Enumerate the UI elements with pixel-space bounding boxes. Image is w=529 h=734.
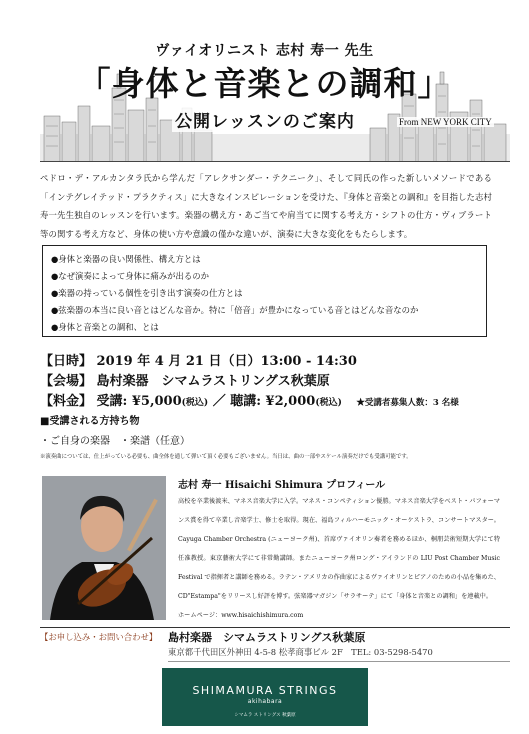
topics-box [42,245,487,337]
fee-observer: 聴講: ¥2,000 [230,394,316,409]
repertoire-note: ※演奏曲については、仕上がっている必要も、曲全体を通して弾いて頂く必要もございません。当日は、曲の一部やスケール演奏だけでも受講可能です。 [40,454,412,460]
fee-tax-note: (税込) [181,398,209,408]
main-title: 「身体と音楽との調和」 [77,64,452,103]
fee-separator: ／ [212,394,226,409]
intro-paragraph: ペドロ・デ・アルカンタラ氏から学んだ「アレクサンダー・テクニーク」、そして同氏の作った新しいメソードである「インテグレイテッド・プラクティス」に大きなインスピレーションを受けた、『身体と音楽との調和』を目指した志村寿一先生独自のレッスンを行います。楽器の構え方・あご当てや肩当てに関する考え方・シフトの仕方・ヴィブラート等の関する考え方など、身体の使い方や意識の僅かな違いが、演奏に大きな変化をもたらします。 [40,173,492,239]
contact-address-tel: 東京都千代田区外神田 4-5-8 松孝商事ビル 2F TEL: 03-5298-5470 [168,647,433,657]
fee-tax-note: (税込) [315,398,342,408]
event-venue-line [40,370,330,389]
date-label: 【日時】 [40,354,93,369]
venue-label: 【会場】 [40,374,93,389]
profile-bio: 高校を卒業後渡米、マネス音楽大学に入学。マネス・コンペティション優勝。マネス音楽大学をベスト・パフォーマンス賞を得て卒業し音楽学士、修士を取得。現在、福島フィルハーモニック・オーケストラ、コンサートマスター。Cayuga Chamber Orchestra (ニューヨーク州)、首席ヴァイオリン奏者を務めるほか、桐朋芸術短期大学にて特任准教授。東京藝術大学にて非常勤講師。またニューヨーク州ロング・アイランドの LIU Post Chamber Music Festival で指揮者と講師を務める。ラテン・アメリカの作曲家によるヴァイオリンとピアノのための小品を集めた、CD"Estampa"をリリースし好評を博す。弦楽器マガジン「サラサーテ」にて「身体と音楽との調和」を連載中。 [178,498,500,600]
date-value: 2019 年 4 月 21 日（日）13:00 - 14:30 [96,354,357,369]
logo-main-text: SHIMAMURA STRINGS [192,684,338,697]
profile-body [178,492,500,625]
logo-japanese-text: シマムラ ストリングス 秋葉原 [234,713,296,718]
lesson-subtitle: 公開レッスンのご案内 [172,107,358,132]
shimamura-strings-logo [162,668,368,726]
from-new-york-label: From NEW YORK CITY [399,117,492,127]
header-subtitle: ヴァイオリニスト 志村 寿一 先生 [155,43,374,59]
homepage-link[interactable]: ホームページ：www.hisaichishimura.com [178,612,304,619]
event-fee-line [40,390,459,409]
contact-store-name: 島村楽器 シマムラストリングス秋葉原 [168,631,366,644]
contact-label: 【お申し込み・お問い合わせ】 [40,632,158,642]
topic-item: ●なぜ演奏によって身体に痛みが出るのか [51,271,210,281]
profile-heading: 志村 寿一 Hisaichi Shimura プロフィール [178,480,386,491]
contact-divider [168,661,510,662]
topic-item: ●身体と楽器の良い関係性、構え方とは [51,254,201,264]
bring-items-list: ・ご自身の楽器 ・楽譜（任意） [40,436,190,447]
event-date-line [40,350,357,369]
topic-item: ●身体と音楽との調和、とは [51,322,159,332]
topic-item: ●弦楽器の本当に良い音とはどんな音か。特に「倍音」が豊かになっている音とはどんな音なのか [51,305,419,315]
topic-item: ●楽器の持っている個性を引き出す演奏の仕方とは [51,288,243,298]
bring-items-title: ■受講される方持ち物 [40,416,140,427]
fee-participant: 受講: ¥5,000 [96,394,182,409]
capacity-note: ★受講者募集人数：3 名様 [356,398,459,408]
venue-value: 島村楽器 シマムラストリングス秋葉原 [96,374,330,389]
logo-sub-text: akihabara [247,698,283,705]
contact-section [40,627,510,664]
violinist-portrait-photo [42,476,166,620]
fee-label: 【料金】 [40,394,93,409]
